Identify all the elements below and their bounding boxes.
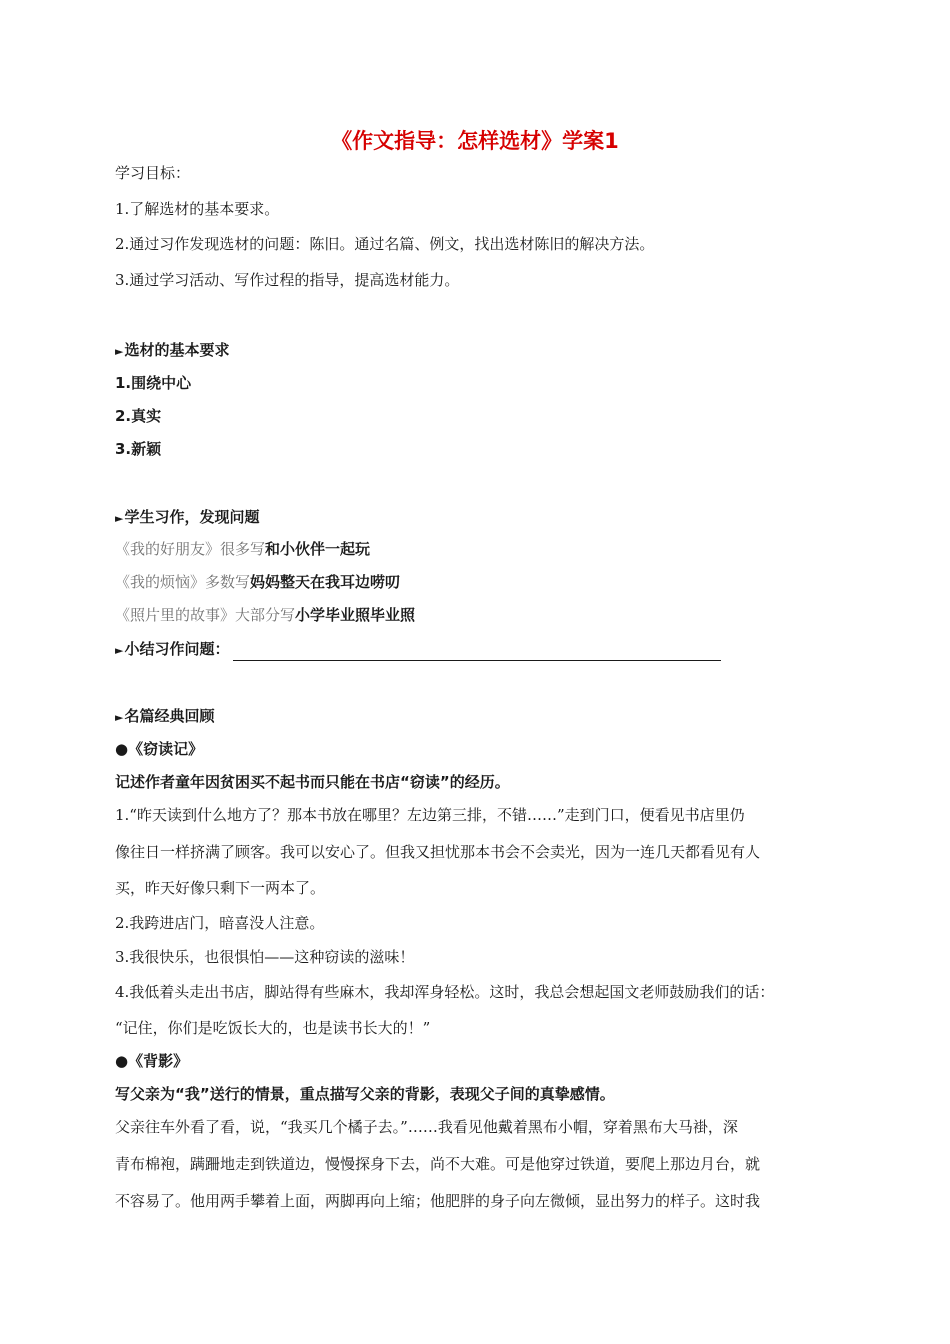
objective-item: 3.通过学习活动、写作过程的指导，提高选材能力。 bbox=[115, 271, 460, 289]
summary-answer-blank[interactable] bbox=[233, 644, 721, 661]
summary-label: 小结习作问题： bbox=[124, 640, 230, 658]
student-row bbox=[115, 605, 415, 625]
excerpt-line: 买，昨天好像只剩下一两本了。 bbox=[115, 879, 326, 897]
excerpt-line: 4.我低着头走出书店，脚站得有些麻木，我却浑身轻松。这时，我总会想起国文老师鼓励我们的话： bbox=[115, 983, 775, 1001]
classics-heading-label: 名篇经典回顾 bbox=[124, 707, 215, 725]
work-title-line bbox=[115, 1051, 188, 1071]
excerpt-line: 1.“昨天读到什么地方了？那本书放在哪里？左边第三排，不错……”走到门口，便看见书店里仍 bbox=[115, 806, 745, 824]
classics-section-heading bbox=[115, 706, 214, 728]
essay-mid: 多数写 bbox=[205, 573, 251, 591]
work-summary: 记述作者童年因贫困买不起书而只能在书店“窃读”的经历。 bbox=[115, 773, 510, 791]
work-title: 《窃读记》 bbox=[128, 740, 204, 758]
work-title-line bbox=[115, 739, 203, 759]
student-row bbox=[115, 539, 370, 559]
excerpt-line: 不容易了。他用两手攀着上面，两脚再向上缩；他肥胖的身子向左微倾，显出努力的样子。这时我 bbox=[115, 1192, 761, 1210]
essay-title: 《照片里的故事》 bbox=[115, 606, 236, 624]
excerpt-line: “记住，你们是吃饭长大的，也是读书长大的！” bbox=[115, 1019, 431, 1037]
basic-heading-label: 选材的基本要求 bbox=[124, 341, 230, 359]
objective-item: 1.了解选材的基本要求。 bbox=[115, 200, 280, 218]
basic-item: 3.新颖 bbox=[115, 440, 162, 458]
triangle-icon: ► bbox=[115, 644, 124, 657]
objectives-heading: 学习目标： bbox=[115, 164, 191, 182]
essay-topic: 妈妈整天在我耳边唠叨 bbox=[250, 573, 401, 591]
essay-mid: 很多写 bbox=[220, 540, 266, 558]
student-heading-label: 学生习作，发现问题 bbox=[124, 508, 260, 526]
basic-section-heading bbox=[115, 340, 229, 362]
triangle-icon: ► bbox=[115, 345, 124, 358]
excerpt-line: 2.我跨进店门，暗喜没人注意。 bbox=[115, 914, 325, 932]
basic-item: 2.真实 bbox=[115, 407, 162, 425]
summary-line bbox=[115, 639, 721, 661]
page-title: 《作文指导：怎样选材》学案1 bbox=[331, 129, 619, 153]
triangle-icon: ► bbox=[115, 512, 124, 525]
work-summary: 写父亲为“我”送行的情景，重点描写父亲的背影，表现父子间的真挚感情。 bbox=[115, 1085, 615, 1103]
bullet-icon: ● bbox=[115, 740, 129, 758]
student-section-heading bbox=[115, 507, 259, 529]
essay-topic: 和小伙伴一起玩 bbox=[265, 540, 371, 558]
excerpt-line: 3.我很快乐，也很惧怕——这种窃读的滋味！ bbox=[115, 948, 415, 966]
student-row bbox=[115, 572, 400, 592]
excerpt-line: 父亲往车外看了看，说，“我买几个橘子去。”……我看见他戴着黑布小帽，穿着黑布大马褂，深 bbox=[115, 1118, 738, 1136]
objective-item: 2.通过习作发现选材的问题：陈旧。通过名篇、例文，找出选材陈旧的解决方法。 bbox=[115, 235, 655, 253]
work-title: 《背影》 bbox=[128, 1052, 189, 1070]
essay-topic: 小学毕业照毕业照 bbox=[295, 606, 416, 624]
essay-title: 《我的好朋友》 bbox=[115, 540, 221, 558]
excerpt-line: 像往日一样挤满了顾客。我可以安心了。但我又担忧那本书会不会卖光，因为一连几天都看见有人 bbox=[115, 843, 761, 861]
bullet-icon: ● bbox=[115, 1052, 129, 1070]
triangle-icon: ► bbox=[115, 711, 124, 724]
essay-title: 《我的烦恼》 bbox=[115, 573, 206, 591]
excerpt-line: 青布棉袍，蹒跚地走到铁道边，慢慢探身下去，尚不大难。可是他穿过铁道，要爬上那边月台，就 bbox=[115, 1155, 761, 1173]
essay-mid: 大部分写 bbox=[235, 606, 296, 624]
basic-item: 1.围绕中心 bbox=[115, 374, 192, 392]
